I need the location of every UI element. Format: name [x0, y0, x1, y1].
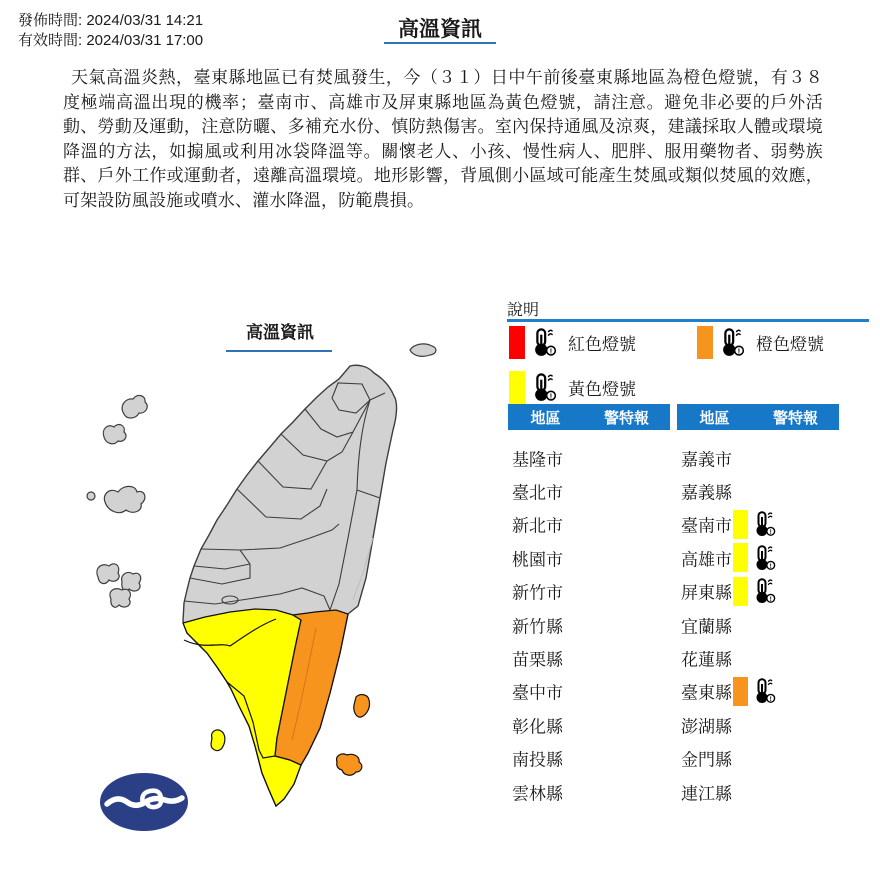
- table-row: [508, 508, 670, 541]
- table-body: [508, 430, 670, 808]
- svg-text:!: !: [769, 529, 772, 537]
- region-name: 金門縣: [681, 750, 732, 770]
- table-row: [677, 474, 839, 507]
- table-header: [677, 404, 839, 430]
- warning-column-header: 警特報: [772, 409, 818, 427]
- region-name: 連江縣: [681, 784, 732, 804]
- table-row: [508, 575, 670, 608]
- region-name: 高雄市: [681, 550, 732, 570]
- svg-text:!: !: [549, 391, 553, 401]
- legend-item-yellow: [509, 371, 636, 404]
- table-row: [508, 474, 670, 507]
- region-name: 南投縣: [512, 750, 563, 770]
- warning-color-swatch: [733, 677, 748, 706]
- map-island-kinmen: [104, 486, 145, 512]
- region-name: 彰化縣: [512, 717, 563, 737]
- warning-indicator: [733, 510, 776, 539]
- bulletin-text: 天氣高溫炎熱，臺東縣地區已有焚風發生，今（３１）日中午前後臺東縣地區為橙色燈號，有３８度極端高溫出現的機率；臺南市、高雄市及屏東縣地區為黃色燈號，請注意。避免非必要的戶外活動、勞動及運動，注意防曬、多補充水份、慎防熱傷害。室內保持通風及涼爽，建議採取人體或環境降溫的方法，如搧風或利用冰袋降溫等。關懷老人、小孩、慢性病人、肥胖、服用藥物者、弱勢族群、戶外工作或運動者，遠離高溫環境。地形影響，背風側小區域可能產生焚風或類似焚風的效應，可架設防風設施或噴水、灌水降溫，防範農損。: [63, 68, 823, 210]
- svg-text:!: !: [769, 596, 772, 604]
- warning-indicator: [733, 543, 776, 572]
- table-row: [677, 641, 839, 674]
- region-name: 新北市: [512, 516, 563, 536]
- table-row: [677, 775, 839, 808]
- region-column-header: 地區: [699, 409, 730, 427]
- table-header: [508, 404, 670, 430]
- region-name: 臺東縣: [681, 683, 732, 703]
- legend-item-red: [509, 326, 636, 359]
- map-island-orchid-island: [337, 754, 362, 775]
- table-row: [677, 742, 839, 775]
- thermometer-icon: [752, 511, 776, 537]
- region-name: 基隆市: [512, 450, 563, 470]
- svg-text:!: !: [769, 696, 772, 704]
- region-table-right: [677, 404, 839, 808]
- region-name: 宜蘭縣: [681, 617, 732, 637]
- valid-time: 有效時間: 2024/03/31 17:00: [18, 31, 204, 49]
- warning-column-header: 警特報: [603, 409, 649, 427]
- region-name: 新竹市: [512, 583, 563, 603]
- taiwan-warning-map: [80, 338, 470, 838]
- legend-rule: [507, 319, 869, 322]
- table-row: [677, 675, 839, 708]
- region-name: 嘉義市: [681, 450, 732, 470]
- map-island-penghu-2: [122, 572, 141, 591]
- map-island-penghu-1: [97, 564, 119, 584]
- region-name: 屏東縣: [681, 583, 732, 603]
- map-island-kinmen-small: [87, 492, 95, 500]
- table-row: [677, 541, 839, 574]
- region-column-header: 地區: [530, 409, 561, 427]
- table-row: [677, 575, 839, 608]
- issue-valid-times: [18, 11, 203, 50]
- legend-item-orange: [697, 326, 824, 359]
- region-name: 雲林縣: [512, 784, 563, 804]
- map-island-matsu-b: [103, 425, 126, 444]
- map-title: 高溫資訊: [246, 323, 314, 342]
- table-row: [508, 742, 670, 775]
- map-island-matsu-a: [122, 395, 147, 418]
- region-name: 苗栗縣: [512, 650, 563, 670]
- thermometer-icon: [530, 373, 557, 402]
- table-row: [677, 708, 839, 741]
- legend-label: 橙色燈號: [756, 335, 824, 354]
- warning-indicator: [733, 577, 776, 606]
- map-island-northeast-islet: [410, 344, 436, 356]
- warning-color-swatch: [733, 543, 748, 572]
- map-island-liuqiu: [211, 730, 225, 751]
- legend-label: 黃色燈號: [568, 380, 636, 399]
- legend-title: 說明: [507, 302, 540, 319]
- svg-text:!: !: [549, 346, 553, 356]
- thermometer-icon: [718, 328, 745, 357]
- table-row: [677, 441, 839, 474]
- table-row: [508, 708, 670, 741]
- svg-text:!: !: [769, 562, 772, 570]
- legend-label: 紅色燈號: [568, 335, 636, 354]
- warning-indicator: [733, 677, 776, 706]
- svg-text:!: !: [737, 346, 741, 356]
- thermometer-icon: [530, 328, 557, 357]
- thermometer-icon: [752, 678, 776, 704]
- table-row: [508, 441, 670, 474]
- table-row: [508, 608, 670, 641]
- table-row: [508, 675, 670, 708]
- cwb-logo: [98, 771, 190, 834]
- warning-color-swatch: [733, 577, 748, 606]
- thermometer-icon: [752, 578, 776, 604]
- region-name: 嘉義縣: [681, 483, 732, 503]
- table-row: [508, 775, 670, 808]
- table-row: [508, 541, 670, 574]
- orange-color-swatch: [697, 326, 713, 359]
- region-name: 臺南市: [681, 516, 732, 536]
- table-body: [677, 430, 839, 808]
- table-row: [677, 608, 839, 641]
- map-island-penghu-3: [110, 589, 131, 608]
- page-title: 高溫資訊: [398, 18, 482, 41]
- thermometer-icon: [752, 545, 776, 571]
- region-name: 澎湖縣: [681, 717, 732, 737]
- yellow-color-swatch: [509, 371, 525, 404]
- issue-time: 發佈時間: 2024/03/31 14:21: [18, 12, 204, 29]
- table-row: [677, 508, 839, 541]
- region-name: 臺北市: [512, 483, 563, 503]
- warning-color-swatch: [733, 510, 748, 539]
- red-color-swatch: [509, 326, 525, 359]
- region-table-left: [508, 404, 670, 808]
- page-title-underline: [384, 42, 496, 44]
- region-name: 花蓮縣: [681, 650, 732, 670]
- region-name: 臺中市: [512, 683, 563, 703]
- region-name: 桃園市: [512, 550, 563, 570]
- map-island-green-island: [354, 695, 370, 717]
- table-row: [508, 641, 670, 674]
- region-name: 新竹縣: [512, 617, 563, 637]
